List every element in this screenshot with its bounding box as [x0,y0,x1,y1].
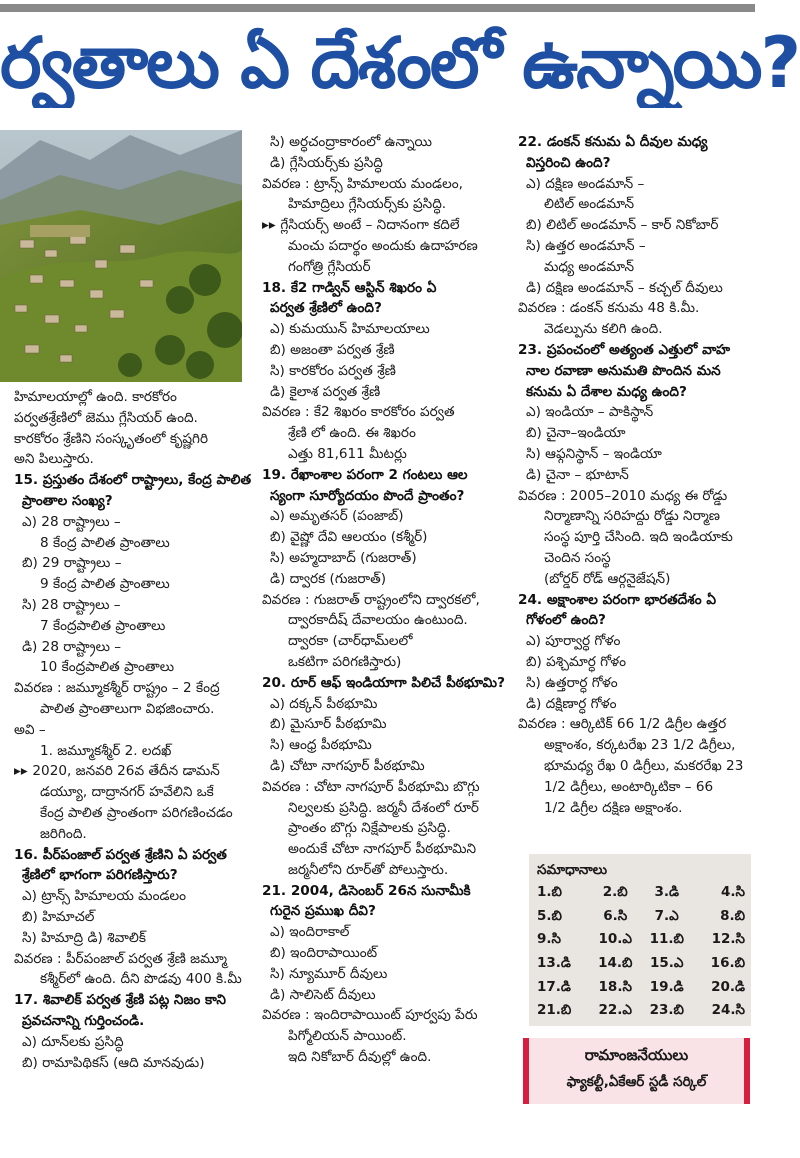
question-text: 18. కే2 గాడ్విన్ ఆస్టిన్ శిఖరం ఏ [262,279,437,296]
question-text: 22. డంకన్ కనుమ ఏ దీవుల మధ్య [518,134,708,150]
option-text: డి) చోటా నాగపూర్ పీఠభూమి [270,757,425,774]
bullet-note: జరిగింది. [40,825,87,842]
question-text: 16. పీర్‌పంజాల్ పర్వత శ్రేణిని ఏ పర్వత [14,846,227,863]
page-title: ర్వతాలు ఏ దేశంలో ఉన్నాయి? [0,22,800,104]
explanation-text: వివరణ : ఆర్కిటిక్ 66 1/2 డిగ్రీల ఉత్తర [518,716,727,733]
question-text: విస్తరించి ఉంది? [526,154,611,171]
arrow-bullet-icon: ▸▸ [14,763,33,780]
explanation-text: వెడల్పును కలిగి ఉంది. [544,321,663,338]
answer-row [535,906,747,930]
explanation-text: వివరణ : కే2 శిఖరం కారకోరం పర్వత [262,404,455,421]
author-name: రామాంజనేయులు [584,1046,689,1064]
option-text: డి) చైనా – భూటాన్ [526,466,629,483]
question-text: గురైన ప్రముఖ దీవి? [270,903,376,920]
option-text: బి) మైసూర్ పీఠభూమి [270,716,387,733]
question-text: 17. శివాలిక్ పర్వత శ్రేణి పట్ల నిజం కాని [14,992,226,1009]
explanation-text: చెందిన సంస్థ [544,549,611,566]
answer-row [535,882,747,906]
explanation-text: హిమాద్రిలు గ్లేసియర్స్‌కు ప్రసిద్ధి. [288,196,447,213]
option-text: ఎ) దక్కన్ పీఠభూమి [270,695,378,712]
option-text: సి) అహ్మదాబాద్ (గుజరాత్) [270,549,417,566]
option-text: ఎ) ఇందిరాకాల్ [270,924,350,941]
option-text: ఎ) అమృతసర్ (పంజాబ్) [270,508,404,525]
question-text: 21. 2004, డిసెంబర్ 26న సునామీకి [262,882,471,899]
column-3 [518,132,762,818]
option-text: సి) 28 రాష్ట్రాలు – [22,596,121,613]
option-text: డి) ద్వారక (గుజరాత్) [270,570,387,587]
option-text: ఎ) ఇండియా – పాకిస్థాన్ [526,404,654,421]
answer-cell: 6.సి [603,907,628,924]
explanation-text: ఒకటిగా పరిగణిస్తారు) [288,653,402,670]
explanation-text: వివరణ : జమ్మూకశ్మీర్ రాష్ట్రం – 2 కేంద్ర [14,680,220,697]
question-text: 23. ప్రపంచంలో అత్యంత ఎత్తులో వాహ [518,341,731,358]
answer-cell: 21.బి [537,1002,572,1019]
explanation-text: (బోర్డర్ రోడ్ ఆర్గనైజేషన్) [544,570,671,587]
option-text: బి) వైష్ణో దేవి ఆలయం (కశ్మీర్) [270,529,428,546]
explanation-text: శ్రేణి లో ఉంది. ఈ శిఖరం [288,425,416,442]
answer-cell: 16.బి [710,955,745,972]
bullet-note: గంగోత్రి గ్లేసియర్ [288,258,371,275]
answer-cell: 15.ఎ [649,955,684,972]
bullet-note: కేంద్ర పాలిత ప్రాంతంగా పరిగణించడం [40,804,233,821]
answer-cell: 1.బి [537,884,562,901]
answer-cell: 7.ఎ [654,907,679,924]
option-text: బి) రామాపిథికస్ (ఆది మానవుడు) [22,1054,205,1071]
option-text: బి) 29 రాష్ట్రాలు – [22,555,122,572]
top-rule [0,4,755,12]
option-text: 8 కేంద్ర పాలిత ప్రాంతాలు [40,534,170,551]
option-text: డి) గ్లేసియర్స్‌కు ప్రసిద్ధి [270,154,383,171]
explanation-text: ఎత్తు 81,611 మీటర్లు [288,445,407,462]
body-text: కారకోరం శ్రేణిని సంస్కృతంలో కృష్ణగిరి [14,430,209,447]
option-text: సి) ఆంధ్ర పీఠభూమి [270,737,372,754]
option-text: డి) దక్షిణ అండమాన్ – కచ్చల్ దీవులు [526,279,723,296]
mountain-village-photo [0,130,242,382]
explanation-text: 1/2 డిగ్రీల దక్షిణ అక్షాంశం. [544,799,683,816]
option-text: బి) చైనా–ఇండియా [526,425,626,442]
answer-cell: 14.బి [598,955,633,972]
option-text: 1. జమ్మూకశ్మీర్ 2. లదఖ్ [40,742,172,759]
explanation-text: సంస్థ పూర్తి చేసింది. ఇది ఇండియాకు [544,529,733,546]
answer-cell: 20.డి [711,978,745,995]
option-text: బి) లిటిల్ అండమాన్ – కార్ నికోబార్ [526,217,719,234]
body-text: పర్వతశ్రేణిలో జెము గ్లేసియర్ ఉంది. [14,409,198,426]
explanation-text: వివరణ : చోటా నాగపూర్ పీఠభూమి బొగ్గు [262,778,480,795]
explanation-text: వివరణ : 2005–2010 మధ్య ఈ రోడ్డు [518,487,728,504]
explanation-text: అందుకే చోటా నాగపూర్ పీఠభూమిని [288,841,477,858]
question-text: 19. రేఖాంశాల పరంగా 2 గంటలు ఆల [262,466,468,483]
answer-key-heading: సమాధానాలు [537,862,607,878]
option-text: డి) కైలాశ పర్వత శ్రేణి [270,383,381,400]
explanation-text: వివరణ : ట్రాన్స్ హిమాలయ మండలం, [262,175,463,192]
answer-key-table [535,882,747,1024]
explanation-text: ద్వారకాదీష్ దేవాలయం ఉంటుంది. [288,612,468,629]
explanation-text: జర్మనీలోని రూర్‌తో పోలుస్తారు. [288,861,449,878]
column-2 [262,132,514,1068]
question-text: ప్రాంతాల సంఖ్య? [22,492,113,509]
answer-row [535,1000,747,1024]
bullet-note [262,215,514,236]
option-text: సి) ఉత్తర అండమాన్ – [526,237,646,254]
option-text: ఎ) ట్రాన్స్ హిమాలయ మండలం [22,888,187,905]
answer-row [535,953,747,977]
answer-cell: 17.డి [537,978,571,995]
explanation-text: ప్రాంతం బొగ్గు నిక్షేపాలకు ప్రసిద్ధి. [288,820,451,837]
body-text: హిమాలయాల్లో ఉంది. కారకోరం [14,389,177,405]
explanation-text: పిగ్మోలియన్ పాయింట్. [288,1028,407,1045]
answer-cell: 5.బి [537,907,562,924]
answer-cell: 3.డి [654,884,679,901]
answer-cell: 8.బి [720,907,745,924]
answer-cell: 24.సి [711,1002,745,1019]
answer-cell: 12.సి [711,931,745,948]
option-text: 10 కేంద్రపాలిత ప్రాంతాలు [40,659,175,676]
answer-cell: 10.ఎ [598,931,632,948]
answer-cell: 23.బి [649,1002,684,1019]
option-text: సి) ఉత్తరార్ధ గోళం [526,674,618,691]
explanation-text: ద్వారకా (చార్‌ధామ్‌లలో [288,633,413,650]
option-text: మధ్య అండమాన్ [544,258,635,275]
option-text: సి) అర్ధచంద్రాకారంలో ఉన్నాయి [270,134,433,150]
question-text: 24. అక్షాంశాల పరంగా భారతదేశం ఏ [518,591,717,608]
author-byline [523,1038,750,1104]
option-text: బి) పశ్చిమార్ధ గోళం [526,653,627,670]
option-text: సి) న్యూమూర్ దీవులు [270,965,388,982]
body-text: అని పిలుస్తారు. [14,451,94,468]
explanation-text: నిల్వలకు ప్రసిద్ధి. జర్మనీ దేశంలో రూర్ [288,799,479,816]
option-text: బి) ఇందిరాపాయింట్ [270,945,378,962]
question-text: పర్వత శ్రేణిలో ఉంది? [270,300,382,317]
option-text: సి) కారకోరం పర్వత శ్రేణి [270,362,396,379]
explanation-text: వివరణ : డంకన్ కనుమ 48 కి.మీ. [518,300,700,317]
bullet-note [14,761,252,782]
answer-cell: 2.బి [602,884,628,901]
explanation-text: అవి – [14,721,46,738]
option-text: బి) హిమాచల్ [22,908,95,925]
option-text: ఎ) 28 రాష్ట్రాలు – [22,513,121,530]
option-text: 9 కేంద్ర పాలిత ప్రాంతాలు [40,576,170,593]
answer-cell: 4.సి [721,884,745,901]
answer-cell: 22.ఎ [598,1002,632,1019]
bullet-note: డయ్యూ, దాద్రానగర్ హవేలిని ఒకే [40,784,214,801]
bullet-note: మంచు పదార్థం అందుకు ఉదాహరణ [288,237,478,254]
option-text: డి) దక్షిణార్ధ గోళం [526,695,617,712]
answer-cell: 19.డి [649,978,684,995]
explanation-text: అక్షాంశం, కర్కటరేఖ 23 1/2 డిగ్రీలు, [544,737,736,754]
answer-key-box [529,854,751,1026]
question-text: 20. రూర్ ఆఫ్ ఇండియాగా పిలిచే పీఠభూమి? [262,674,505,691]
explanation-text: 1/2 డిగ్రీలు, అంటార్కిటికా – 66 [544,778,714,795]
option-text: 7 కేంద్రపాలిత ప్రాంతాలు [40,617,166,634]
option-text: ఎ) దక్షిణ అండమాన్ – [526,175,645,192]
explanation-text: వివరణ : పీర్‌పంజాల్ పర్వత శ్రేణి జమ్మూ [14,950,228,967]
option-text: సి) హిమాద్రి డి) శివాలిక్ [22,929,146,946]
answer-cell: 18.సి [598,978,632,995]
option-text: డి) సాలిసెట్ దీవులు [270,986,376,1003]
answer-row [535,929,747,953]
explanation-text: పాలిత ప్రాంతాలుగా విభజించారు. [40,700,215,717]
question-text: గోళంలో ఉంది? [526,612,606,629]
explanation-text: వివరణ : గుజరాత్ రాష్ట్రంలోని ద్వారకలో, [262,591,480,608]
answer-row [535,976,747,1000]
option-text: లిటిల్ అండమాన్ [544,196,635,213]
arrow-bullet-icon: ▸▸ [262,217,281,234]
bullet-note-text: 2020, జనవరి 26వ తేదీన డామన్ [32,763,220,780]
question-text: 15. ప్రస్తుతం దేశంలో రాష్ట్రాలు, కేంద్ర పాలిత [14,472,252,489]
explanation-text: వివరణ : ఇందిరాపాయింట్ పూర్వపు పేరు [262,1007,478,1024]
column-1 [14,387,252,1073]
option-text: ఎ) కుమయున్ హిమాలయాలు [270,321,430,338]
question-text: ప్రవచనాన్ని గుర్తించండి. [22,1012,145,1029]
explanation-text: భూమధ్య రేఖ 0 డిగ్రీలు, మకరరేఖ 23 [544,757,744,774]
question-text: నాల రవాణా అనుమతి పొందిన మన [526,362,721,379]
answer-cell: 13.డి [537,955,571,972]
answer-cell: 9.సి [537,931,561,948]
question-text: శ్రేణిలో భాగంగా పరిగణిస్తారు? [22,867,178,884]
option-text: డి) 28 రాష్ట్రాలు – [22,638,122,655]
bullet-note-text: గ్లేసియర్స్ అంటే – నిదానంగా కదిలే [280,217,460,234]
question-text: స్యంగా సూర్యోదయం పొందే ప్రాంతం? [270,487,465,504]
explanation-text: ఇది నికోబార్ దీవుల్లో ఉంది. [288,1049,432,1066]
question-text: కనుమ ఏ దేశాల మధ్య ఉంది? [526,383,687,400]
explanation-text: కశ్మీర్‌లో ఉంది. దీని పొడవు 400 కి.మీ [40,971,242,988]
option-text: బి) అజంతా పర్వత శ్రేణి [270,341,395,358]
author-affiliation: ఫ్యాకల్టీ,ఏకేఆర్ స్టడీ సర్కిల్ [566,1074,707,1090]
option-text: సి) ఆఫ్గనిస్థాన్ – ఇండియా [526,445,662,462]
option-text: ఎ) దూన్‌లకు ప్రసిద్ధి [22,1033,124,1050]
option-text: ఎ) పూర్వార్ధ గోళం [526,633,621,650]
explanation-text: నిర్మాణాన్ని సరిహద్దు రోడ్డు నిర్మాణ [544,508,720,525]
answer-cell: 11.బి [649,931,684,948]
